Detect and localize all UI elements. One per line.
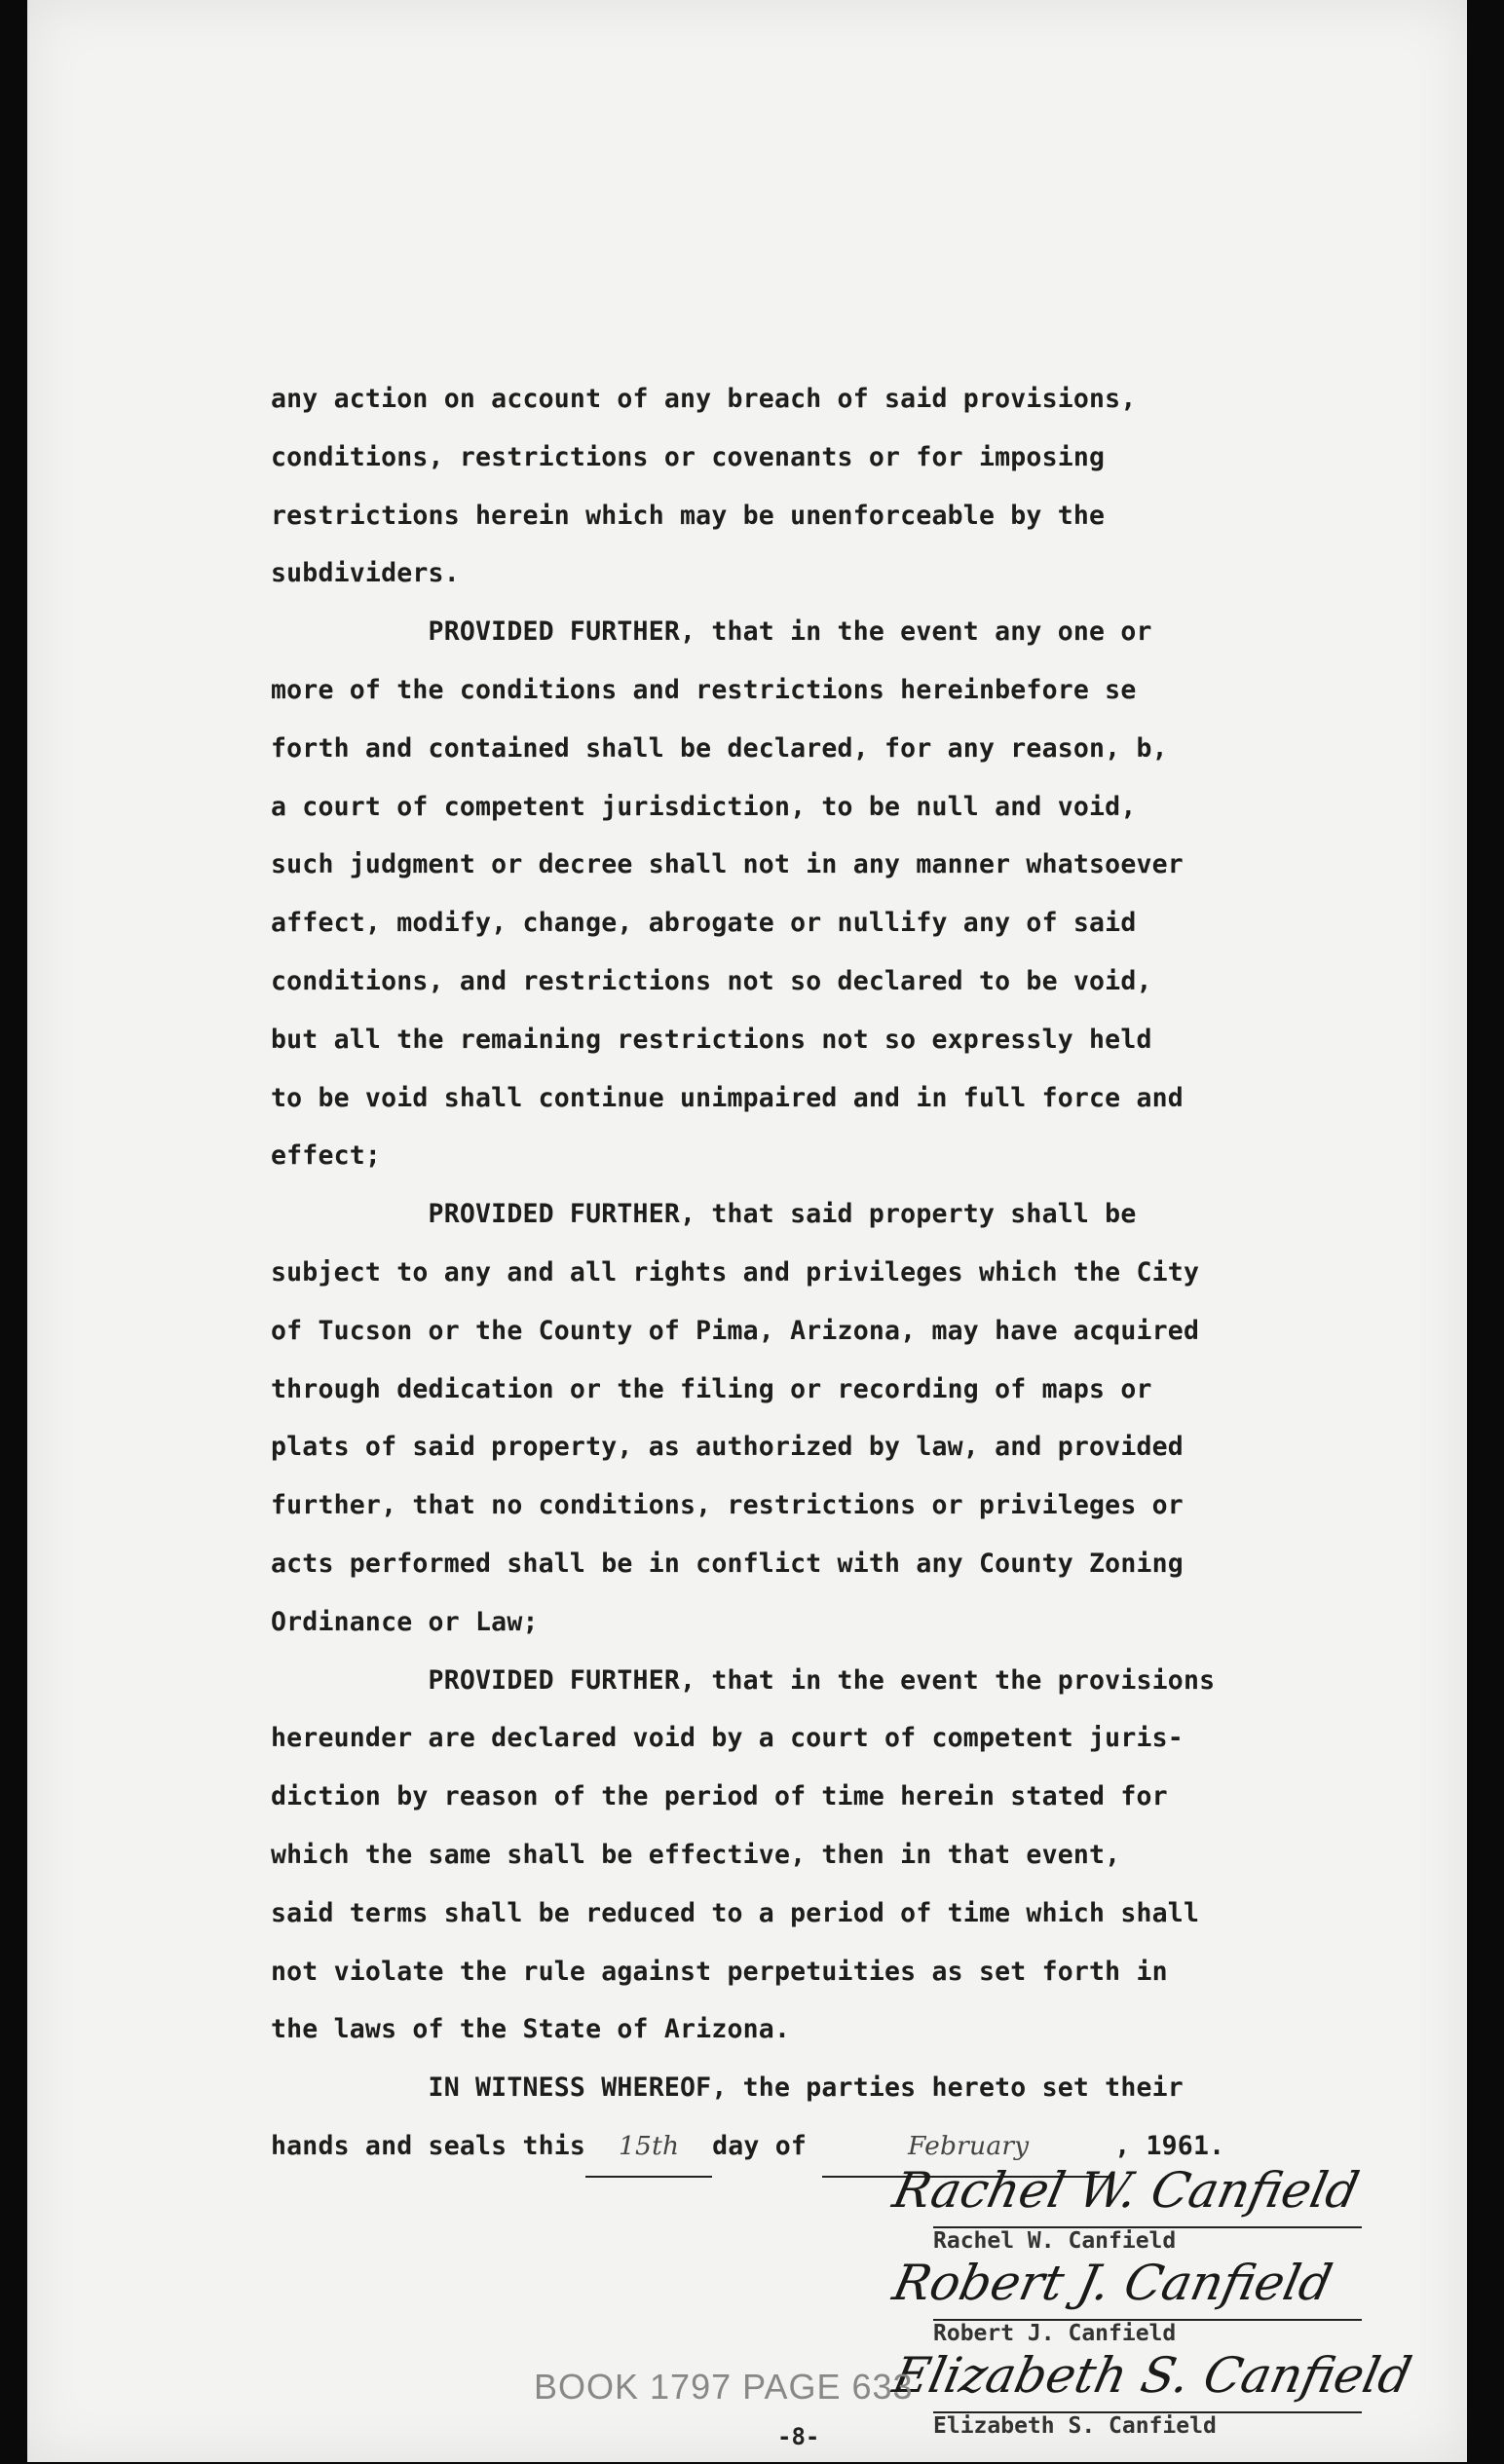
handwritten-month: February xyxy=(908,2130,1030,2161)
text-line: a court of competent jurisdiction, to be null and void, xyxy=(271,791,1137,822)
handwritten-signature: Elizabeth S. Canfield xyxy=(887,2347,1417,2404)
text-line: PROVIDED FURTHER, that in the event any one or xyxy=(271,616,1152,648)
signature-row xyxy=(855,2162,1459,2259)
handwritten-signature: Rachel W. Canfield xyxy=(887,2162,1365,2219)
text-line: diction by reason of the period of time herein stated for xyxy=(271,1781,1168,1812)
text-line: which the same shall be effective, then in that event, xyxy=(271,1839,1121,1870)
text-line: PROVIDED FURTHER, that in the event the provisions xyxy=(271,1664,1216,1696)
text-line: forth and contained shall be declared, for any reason, b, xyxy=(271,732,1168,764)
date-prefix: hands and seals this xyxy=(271,2130,586,2161)
text-line: plats of said property, as authorized by law, and provided xyxy=(271,1432,1184,1463)
text-line: IN WITNESS WHEREOF, the parties hereto set their xyxy=(271,2072,1184,2104)
typed-name: Elizabeth S. Canfield xyxy=(933,2413,1217,2439)
book-page-stamp: BOOK 1797 PAGE 633 xyxy=(534,2367,914,2407)
text-line: but all the remaining restrictions not so expressly held xyxy=(271,1024,1152,1055)
typed-name: Rachel W. Canfield xyxy=(933,2228,1177,2254)
document-page xyxy=(27,0,1467,2462)
date-suffix: , 1961. xyxy=(1114,2130,1225,2161)
text-line: conditions, and restrictions not so declared to be void, xyxy=(271,965,1152,996)
handwritten-day: 15th xyxy=(618,2130,680,2161)
text-line: hereunder are declared void by a court of competent juris- xyxy=(271,1723,1184,1754)
signature-row xyxy=(855,2347,1459,2445)
text-line: PROVIDED FURTHER, that said property shall be xyxy=(271,1199,1137,1230)
text-line: such judgment or decree shall not in any manner whatsoever xyxy=(271,849,1184,880)
text-line: affect, modify, change, abrogate or nullify any of said xyxy=(271,908,1137,939)
handwritten-signature: Robert J. Canfield xyxy=(887,2255,1337,2311)
text-line: subject to any and all rights and privileges which the City xyxy=(271,1256,1200,1288)
text-line: the laws of the State of Arizona. xyxy=(271,2014,791,2045)
text-line: said terms shall be reduced to a period of time which shall xyxy=(271,1897,1200,1928)
text-line: more of the conditions and restrictions hereinbefore se xyxy=(271,674,1137,705)
signature-row xyxy=(855,2255,1459,2352)
text-line: subdividers. xyxy=(271,558,460,589)
text-line: of Tucson or the County of Pima, Arizona, may have acquired xyxy=(271,1315,1200,1346)
text-line: acts performed shall be in conflict with any County Zoning xyxy=(271,1548,1184,1579)
text-line: not violate the rule against perpetuities as set forth in xyxy=(271,1956,1168,1987)
page-number: -8- xyxy=(777,2423,820,2450)
text-line: any action on account of any breach of said provisions, xyxy=(271,384,1137,414)
text-line: further, that no conditions, restrictions or privileges or xyxy=(271,1490,1184,1521)
text-line: conditions, restrictions or covenants or for imposing xyxy=(271,441,1106,472)
text-line: restrictions herein which may be unenforceable by the xyxy=(271,500,1106,531)
document-body xyxy=(271,370,1362,2176)
signature-block xyxy=(855,2162,1459,2464)
text-line: effect; xyxy=(271,1140,382,1172)
text-line: through dedication or the filing or recording of maps or xyxy=(271,1373,1152,1404)
typed-name: Robert J. Canfield xyxy=(933,2321,1177,2346)
text-line: to be void shall continue unimpaired and in full force and xyxy=(271,1082,1184,1113)
date-middle: day of xyxy=(712,2130,808,2161)
text-line: Ordinance or Law; xyxy=(271,1606,539,1637)
